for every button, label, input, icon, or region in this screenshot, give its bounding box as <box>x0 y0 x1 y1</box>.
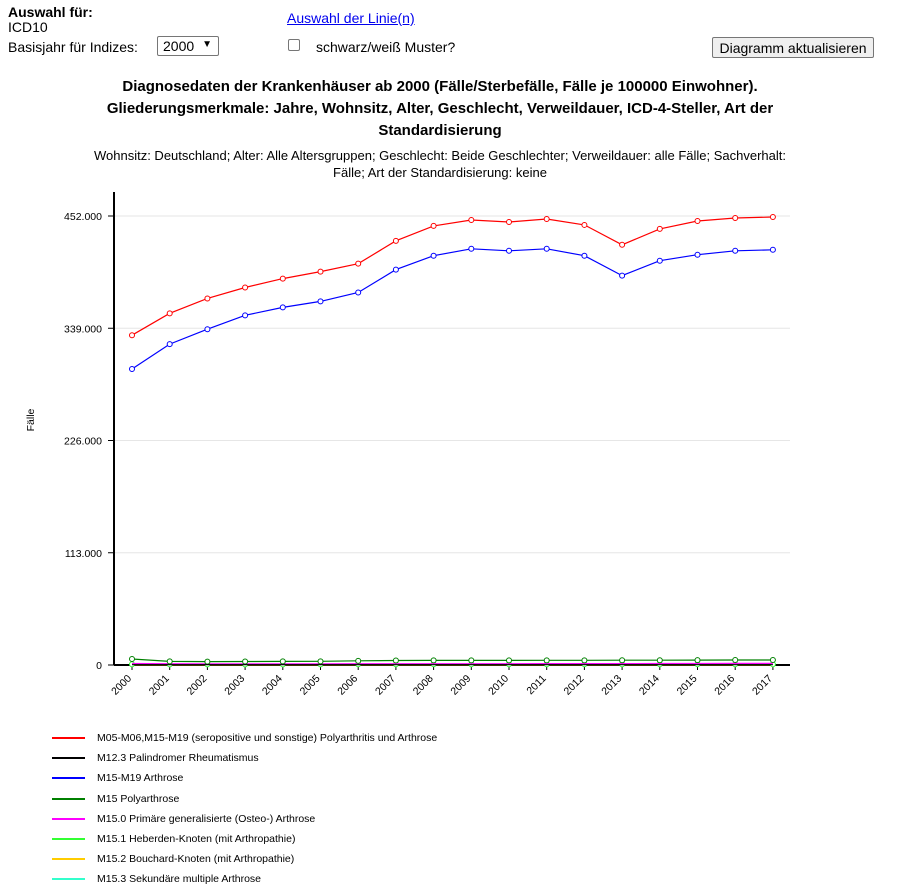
data-point <box>130 333 135 338</box>
data-point <box>280 276 285 281</box>
basisjahr-select-value: 2000 <box>163 38 195 54</box>
bw-muster-label: schwarz/weiß Muster? <box>316 39 456 55</box>
data-point <box>356 290 361 295</box>
data-point <box>695 218 700 223</box>
legend-swatch <box>52 777 85 779</box>
data-point <box>582 253 587 258</box>
auswahl-linie-link[interactable]: Auswahl der Linie(n) <box>287 10 415 26</box>
data-point <box>695 658 700 663</box>
legend-label: M15.1 Heberden-Knoten (mit Arthropathie) <box>97 833 296 845</box>
update-chart-button[interactable]: Diagramm aktualisieren <box>712 37 874 58</box>
data-point <box>280 659 285 664</box>
basisjahr-label: Basisjahr für Indizes: <box>8 39 138 55</box>
x-tick-label: 2003 <box>222 672 248 698</box>
x-tick-label: 2015 <box>674 672 700 698</box>
data-point <box>544 216 549 221</box>
data-point <box>431 253 436 258</box>
data-point <box>318 299 323 304</box>
legend-label: M15.0 Primäre generalisierte (Osteo-) Arthrose <box>97 812 316 825</box>
legend-swatch <box>52 878 85 880</box>
data-point <box>770 247 775 252</box>
x-tick-label: 2010 <box>486 672 512 698</box>
data-point <box>356 261 361 266</box>
data-point <box>243 313 248 318</box>
x-tick-label: 2014 <box>636 672 662 698</box>
data-point <box>469 246 474 251</box>
x-tick-label: 2005 <box>297 672 323 698</box>
x-tick-label: 2012 <box>561 672 587 698</box>
legend-swatch <box>52 858 85 860</box>
data-point <box>733 248 738 253</box>
legend-label: M15 Polyarthrose <box>97 792 180 805</box>
data-point <box>695 252 700 257</box>
data-point <box>167 342 172 347</box>
data-point <box>243 285 248 290</box>
legend-swatch <box>52 737 85 739</box>
x-tick-label: 2011 <box>524 672 549 698</box>
legend-label: M05-M06,M15-M19 (seropositive und sonstige) Polyarthritis und Arthrose <box>97 732 438 744</box>
data-point <box>205 327 210 332</box>
data-point <box>620 658 625 663</box>
x-tick-label: 2006 <box>335 672 361 698</box>
data-point <box>582 658 587 663</box>
data-point <box>431 658 436 663</box>
chart-title-line-2: Gliederungsmerkmale: Jahre, Wohnsitz, Alter, Geschlecht, Verweildauer, ICD-4-Steller, Art der <box>106 100 774 117</box>
data-point <box>620 273 625 278</box>
data-point <box>657 226 662 231</box>
legend-swatch <box>52 818 85 820</box>
data-point <box>393 658 398 663</box>
y-axis-label: Fälle <box>25 408 37 432</box>
y-tick-label: 452.000 <box>64 211 102 223</box>
x-tick-label: 2013 <box>599 672 625 698</box>
series-line <box>132 659 773 662</box>
x-tick-label: 2004 <box>259 672 285 698</box>
auswahl-label: Auswahl für: <box>8 4 93 20</box>
data-point <box>507 658 512 663</box>
legend-label: M15.3 Sekundäre multiple Arthrose <box>97 873 262 886</box>
x-tick-label: 2001 <box>146 672 172 698</box>
data-point <box>356 658 361 663</box>
data-point <box>130 657 135 662</box>
x-tick-label: 2009 <box>448 672 474 698</box>
data-point <box>582 222 587 227</box>
data-point <box>544 246 549 251</box>
data-point <box>243 659 248 664</box>
x-tick-label: 2007 <box>373 672 399 698</box>
data-point <box>130 366 135 371</box>
data-point <box>393 267 398 272</box>
chart-subtitle-line-1: Wohnsitz: Deutschland; Alter: Alle Altersgruppen; Geschlecht: Beide Geschlechter; Verweildauer: alle Fälle; Sachverhalt: <box>93 148 786 163</box>
data-point <box>205 659 210 664</box>
data-point <box>544 658 549 663</box>
data-point <box>167 659 172 664</box>
chevron-down-icon: ▼ <box>202 39 212 50</box>
data-point <box>205 296 210 301</box>
data-point <box>657 258 662 263</box>
data-point <box>620 242 625 247</box>
data-point <box>167 311 172 316</box>
x-tick-label: 2002 <box>184 672 210 698</box>
data-point <box>733 658 738 663</box>
data-point <box>770 214 775 219</box>
data-point <box>318 659 323 664</box>
series-line <box>132 249 773 369</box>
x-tick-label: 2008 <box>410 672 436 698</box>
y-tick-label: 0 <box>96 660 102 672</box>
chart-title-line-3: Standardisierung <box>378 122 502 139</box>
y-tick-label: 339.000 <box>64 323 102 336</box>
data-point <box>318 269 323 274</box>
data-point <box>657 658 662 663</box>
series-line <box>132 217 773 335</box>
chart-subtitle-line-2: Fälle; Art der Standardisierung: keine <box>333 165 547 180</box>
y-tick-label: 113.000 <box>64 547 102 560</box>
legend-swatch <box>52 757 85 759</box>
data-point <box>469 658 474 663</box>
data-point <box>507 248 512 253</box>
legend-label: M12.3 Palindromer Rheumatismus <box>97 752 259 765</box>
legend-swatch <box>52 798 85 800</box>
data-point <box>431 223 436 228</box>
data-point <box>393 238 398 243</box>
legend-swatch <box>52 838 85 840</box>
data-point <box>770 658 775 663</box>
data-point <box>733 215 738 220</box>
data-point <box>469 217 474 222</box>
chart-title-line-1: Diagnosedaten der Krankenhäuser ab 2000 (Fälle/Sterbefälle, Fälle je 100000 Einwohner). <box>122 78 758 95</box>
y-tick-label: 226.000 <box>64 435 102 448</box>
data-point <box>280 305 285 310</box>
legend-label: M15-M19 Arthrose <box>97 772 184 785</box>
x-tick-label: 2017 <box>750 672 776 698</box>
data-point <box>507 219 512 224</box>
auswahl-value: ICD10 <box>8 19 48 35</box>
x-tick-label: 2000 <box>109 672 135 698</box>
x-tick-label: 2016 <box>712 672 738 698</box>
legend-label: M15.2 Bouchard-Knoten (mit Arthropathie) <box>97 853 295 866</box>
